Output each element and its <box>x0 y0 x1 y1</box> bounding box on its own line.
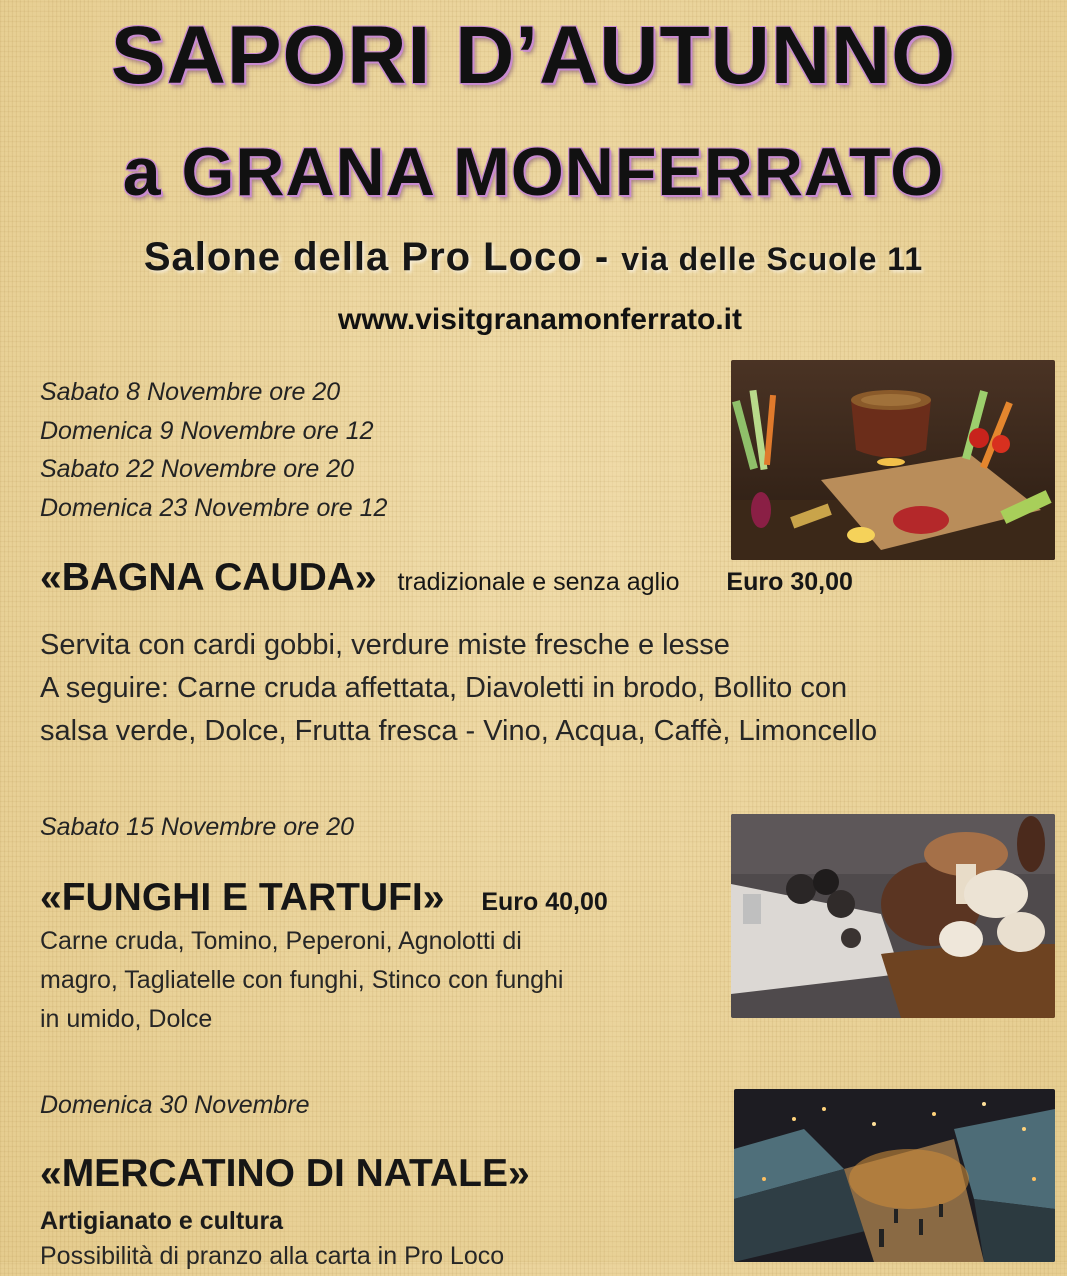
description-line: Possibilità di pranzo alla carta in Pro Loco <box>40 1242 505 1270</box>
website-link[interactable]: www.visitgranamonferrato.it <box>338 303 742 336</box>
event-3-description <box>40 1237 504 1276</box>
event-price: Euro 30,00 <box>726 568 853 596</box>
event-title: «MERCATINO DI NATALE» <box>40 1152 530 1195</box>
description-line: magro, Tagliatelle con funghi, Stinco con funghi <box>40 966 564 994</box>
description-line: Carne cruda, Tomino, Peperoni, Agnolotti di <box>40 927 522 955</box>
event-2-title-line <box>40 874 608 926</box>
page-title: SAPORI D’AUTUNNO <box>110 10 957 101</box>
event-1-description <box>40 624 877 753</box>
event-1-dates <box>40 373 387 527</box>
description-line: salsa verde, Dolce, Frutta fresca - Vino, Acqua, Caffè, Limoncello <box>40 715 878 747</box>
event-date: Sabato 15 Novembre ore 20 <box>40 813 355 841</box>
bagna-cauda-photo <box>731 360 1055 560</box>
event-subtitle: Artigianato e cultura <box>40 1207 284 1235</box>
description-line: in umido, Dolce <box>40 1005 213 1033</box>
event-date: Domenica 23 Novembre ore 12 <box>40 493 388 522</box>
event-title: «FUNGHI E TARTUFI» <box>40 876 445 919</box>
event-date: Sabato 22 Novembre ore 20 <box>40 455 355 483</box>
venue-line <box>0 232 1067 284</box>
venue-name: Salone della Pro Loco - <box>143 235 610 279</box>
event-3-title-line <box>40 1150 530 1198</box>
event-date: Domenica 30 Novembre <box>40 1091 310 1119</box>
event-2-dates <box>40 808 354 847</box>
event-2-description <box>40 922 564 1039</box>
event-date: Domenica 9 Novembre ore 12 <box>40 416 374 445</box>
event-1-title-line <box>40 554 853 606</box>
description-line: Servita con cardi gobbi, verdure miste fresche e lesse <box>40 629 730 661</box>
event-price: Euro 40,00 <box>481 888 608 916</box>
event-title: «BAGNA CAUDA» <box>40 556 377 599</box>
event-date: Sabato 8 Novembre ore 20 <box>40 378 341 406</box>
description-line: A seguire: Carne cruda affettata, Diavoletti in brodo, Bollito con <box>40 672 848 704</box>
event-3-dates <box>40 1086 310 1125</box>
venue-address: via delle Scuole 11 <box>621 241 924 277</box>
mushrooms-truffles-photo <box>731 814 1055 1018</box>
event-note: tradizionale e senza aglio <box>397 568 680 596</box>
christmas-market-photo <box>734 1089 1055 1262</box>
page-subtitle: a GRANA MONFERRATO <box>122 134 945 210</box>
